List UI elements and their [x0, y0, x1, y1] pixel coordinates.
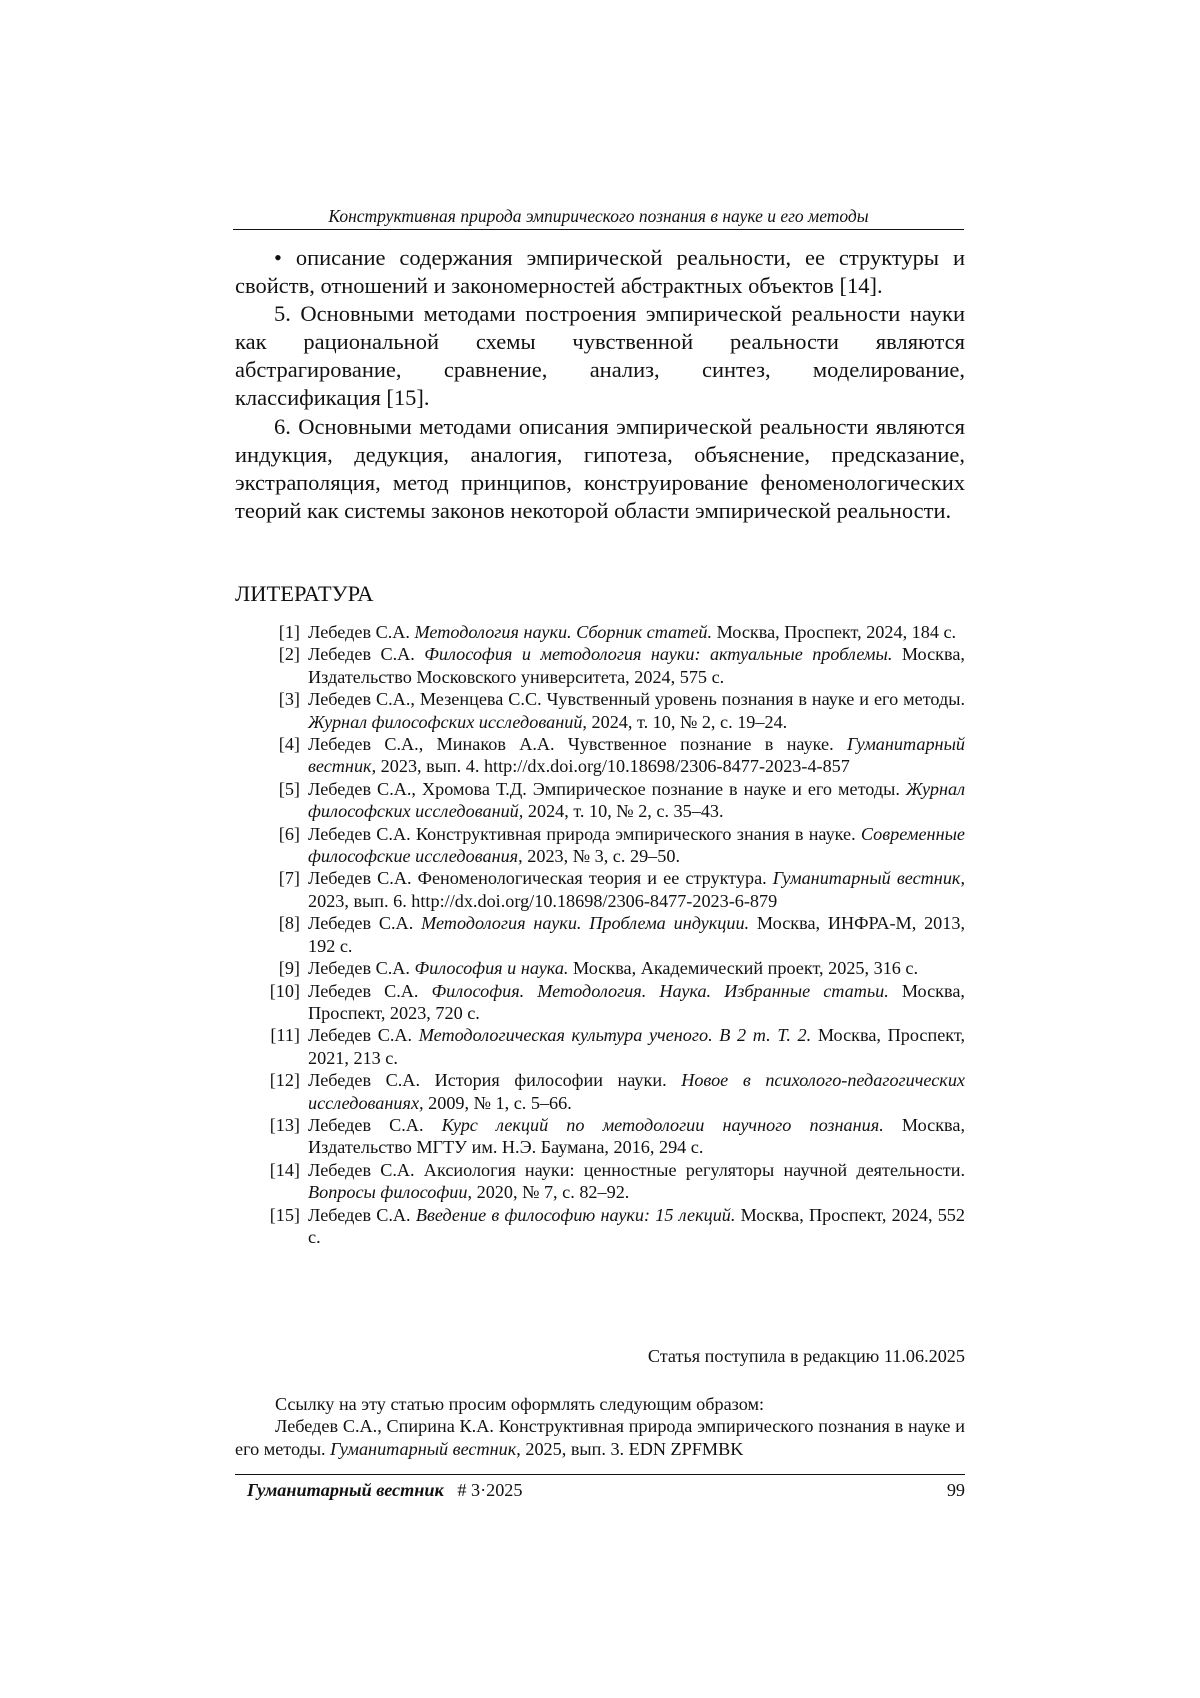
reference-number: [11] — [270, 1025, 300, 1046]
reference-text: Лебедев С.А., Мезенцева С.С. Чувственный уровень познания в науке и его методы. Журнал философских исследований, 2024, т. 10, № 2, с. 19–24. — [308, 689, 965, 732]
citation-text: Лебедев С.А., Спирина К.А. Конструктивная природа эмпирического познания в науке и его методы. Гуманитарный вестник, 2025, вып. 3. EDN ZPFMBK — [235, 1416, 965, 1459]
reference-item — [259, 1024, 965, 1069]
reference-item — [259, 1204, 965, 1249]
reference-number: [4] — [278, 734, 300, 755]
citation-block — [235, 1393, 965, 1460]
reference-item — [259, 867, 965, 912]
reference-item — [259, 823, 965, 868]
reference-text: Лебедев С.А., Минаков А.А. Чувственное познание в науке. Гуманитарный вестник, 2023, вып. 4. http://dx.doi.org/10.18698/2306-8477-2023-4-857 — [308, 734, 965, 777]
running-title: Конструктивная природа эмпирического познания в науке и его методы — [328, 206, 869, 226]
reference-item — [259, 980, 965, 1025]
reference-item — [259, 957, 965, 979]
reference-text: Лебедев С.А. Методология науки. Проблема индукции. Москва, ИНФРА-М, 2013, 192 с. — [308, 913, 965, 956]
reference-text: Лебедев С.А. Философия. Методология. Наука. Избранные статьи. Москва, Проспект, 2023, 720 с. — [308, 980, 965, 1023]
reference-text: Лебедев С.А. Введение в философию науки: 15 лекций. Москва, Проспект, 2024, 552 с. — [308, 1204, 965, 1247]
reference-number: [8] — [278, 913, 300, 934]
running-header — [233, 205, 964, 230]
reference-text: Лебедев С.А. Конструктивная природа эмпирического знания в науке. Современные философские исследования, 2023, № 3, с. 29–50. — [308, 823, 965, 867]
reference-item — [259, 643, 965, 688]
reference-number: [13] — [269, 1114, 300, 1135]
reference-item — [259, 1069, 965, 1114]
reference-text: Лебедев С.А. Философия и методология науки: актуальные проблемы. Москва, Издательство Московского университета, 2024, 575 с. — [308, 644, 965, 687]
reference-text: Лебедев С.А. Аксиология науки: ценностные регуляторы научной деятельности. Вопросы философии, 2020, № 7, с. 82–92. — [308, 1159, 965, 1203]
page-number: 99 — [946, 1480, 965, 1500]
reference-number: [12] — [269, 1070, 300, 1091]
literature-heading: ЛИТЕРАТУРА — [235, 581, 374, 606]
reference-item — [259, 1114, 965, 1159]
reference-number: [6] — [278, 823, 300, 844]
article-body — [235, 244, 965, 525]
reference-list — [259, 621, 965, 1248]
page-footer — [235, 1474, 965, 1501]
reference-number: [9] — [278, 958, 300, 979]
journal-name: Гуманитарный вестник — [247, 1480, 444, 1500]
paragraph-5: 5. Основными методами построения эмпирической реальности науки как рациональной схемы чувственной реальности являются абстрагирование, сравнение, анализ, синтез, моделирование, классификация [15]. — [235, 301, 965, 411]
reference-number: [2] — [278, 644, 300, 665]
reference-item — [259, 778, 965, 823]
reference-number: [14] — [269, 1159, 300, 1180]
paragraph-6: 6. Основными методами описания эмпирической реальности являются индукция, дедукция, аналогия, гипотеза, объяснение, предсказание, экстраполяция, метод принципов, конструирование феноменологических теорий как системы законов некоторой области эмпирической реальности. — [235, 413, 965, 523]
reference-item — [259, 621, 965, 643]
reference-item — [259, 733, 965, 778]
reference-item — [259, 688, 965, 733]
reference-number: [7] — [278, 868, 300, 889]
reference-text: Лебедев С.А. Методологическая культура ученого. В 2 т. Т. 2. Москва, Проспект, 2021, 213 с. — [308, 1025, 965, 1068]
reference-number: [15] — [269, 1204, 300, 1225]
reference-text: Лебедев С.А., Хромова Т.Д. Эмпирическое познание в науке и его методы. Журнал философских исследований, 2024, т. 10, № 2, с. 35–43. — [308, 778, 965, 822]
reference-text: Лебедев С.А. История философии науки. Новое в психолого-педагогических исследованиях, 2009, № 1, с. 5–66. — [308, 1070, 965, 1113]
reference-number: [1] — [278, 622, 300, 642]
citation-intro: Ссылку на эту статью просим оформлять следующим образом: — [275, 1394, 765, 1414]
bullet-glyph: • — [274, 245, 282, 270]
paragraph-bullet: • описание содержания эмпирической реальности, ее структуры и свойств, отношений и закономерностей абстрактных объектов [14]. — [235, 245, 965, 299]
reference-text: Лебедев С.А. Методология науки. Сборник статей. Москва, Проспект, 2024, 184 с. — [308, 622, 957, 642]
issue-number: # 3·2025 — [457, 1480, 523, 1500]
reference-number: [3] — [278, 689, 300, 710]
reference-item — [259, 912, 965, 957]
reference-number: [5] — [278, 778, 300, 799]
reference-item — [259, 1159, 965, 1204]
reference-text: Лебедев С.А. Феноменологическая теория и ее структура. Гуманитарный вестник, 2023, вып. 6. http://dx.doi.org/10.18698/2306-8477-2023-6-879 — [308, 868, 965, 911]
reference-text: Лебедев С.А. Философия и наука. Москва, Академический проект, 2025, 316 с. — [308, 958, 919, 979]
received-date: Статья поступила в редакцию 11.06.2025 — [647, 1346, 965, 1366]
reference-number: [10] — [269, 980, 300, 1001]
reference-text: Лебедев С.А. Курс лекций по методологии научного познания. Москва, Издательство МГТУ им. Н.Э. Баумана, 2016, 294 с. — [308, 1114, 965, 1158]
